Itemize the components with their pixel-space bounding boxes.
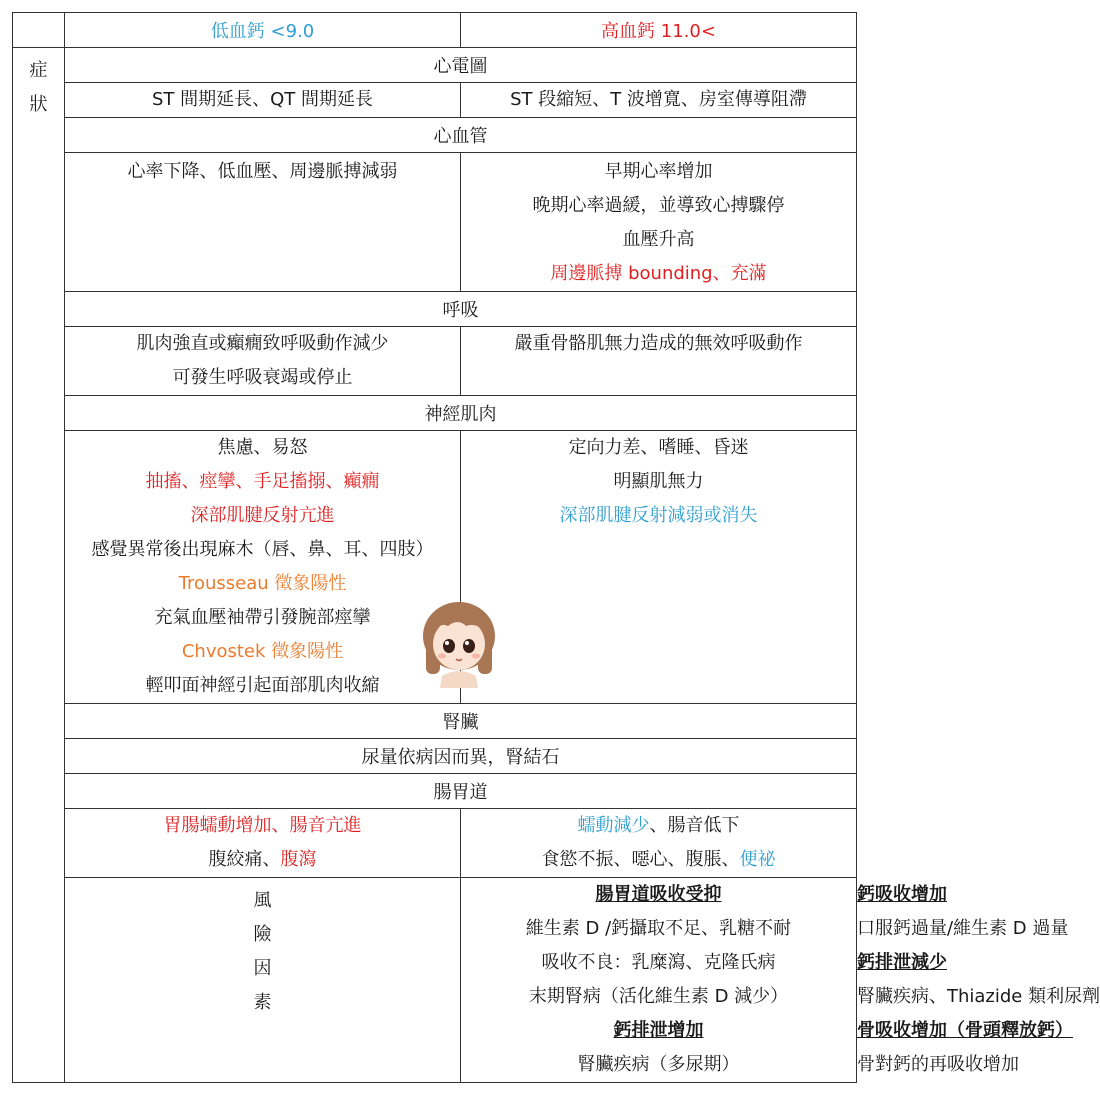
section-title-cardio: 心血管 (65, 118, 857, 153)
calcium-comparison-table: 低血鈣 <9.0 高血鈣 11.0< 症 狀 心電圖 ST 間期延長、QT 間期延長 ST 段縮短、T 波增寬、房室傳導阻滯 心血管 心率下降、低血壓、周邊脈搏減弱 早期心率增加 晚期心率過緩，並導致心搏驟停 血壓升高 周邊脈搏 bounding、充滿 呼吸 肌肉強直或癲癇致呼吸動作減少 可發生呼吸衰竭或停止 嚴重骨骼肌無力造成的無效呼吸動作 神經肌肉 焦慮、易怒 抽搐、痙攣、手足搐搦、癲癇 深部肌腱反射亢進 感覺異常後出現麻木（唇、鼻、耳、四肢） Trousseau 徵象陽性 充氣血壓袖帶引發腕部痙攣 Chvostek 徵象陽性 輕叩面神經引起面部肌肉收縮 定向力差、嗜睡、昏迷 明顯肌無力 深部肌腱反射減弱或消失 腎臟 尿量依病因而異，腎結石 腸胃道 胃腸蠕動增加、腸音亢進 腹絞痛、腹瀉 蠕動減少、腸音低下 食慾不振、噁心、腹脹、便祕 風 險 因 素 腸胃道吸收受抑 維生素 D /鈣攝取不足、乳糖不耐 吸收不良：乳糜瀉、克隆氏病 末期腎病（活化維生素 D 減少） 鈣排泄增加 腎臟疾病（多尿期） 鈣吸收增加 口服鈣過量/維生素 D 過量 鈣排泄減少 腎臟疾病、Thiazide 類利尿劑 骨吸收增加（骨頭釋放鈣） 骨對鈣的再吸收增加 (12, 12, 857, 1083)
gi-high: 蠕動減少、腸音低下 食慾不振、噁心、腹脹、便祕 (461, 809, 857, 878)
cardio-low: 心率下降、低血壓、周邊脈搏減弱 (65, 153, 461, 292)
renal-both: 尿量依病因而異，腎結石 (65, 739, 857, 774)
section-title-ecg: 心電圖 (65, 48, 857, 83)
section-title-neuro: 神經肌肉 (65, 396, 857, 431)
cardio-high: 早期心率增加 晚期心率過緩，並導致心搏驟停 血壓升高 周邊脈搏 bounding、充滿 (461, 153, 857, 292)
risk-low: 腸胃道吸收受抑 維生素 D /鈣攝取不足、乳糖不耐 吸收不良：乳糜瀉、克隆氏病 末期腎病（活化維生素 D 減少） 鈣排泄增加 腎臟疾病（多尿期） (461, 878, 857, 1083)
resp-low: 肌肉強直或癲癇致呼吸動作減少 可發生呼吸衰竭或停止 (65, 327, 461, 396)
neuro-low: 焦慮、易怒 抽搐、痙攣、手足搐搦、癲癇 深部肌腱反射亢進 感覺異常後出現麻木（唇、鼻、耳、四肢） Trousseau 徵象陽性 充氣血壓袖帶引發腕部痙攣 Chvostek 徵象陽性 輕叩面神經引起面部肌肉收縮 (65, 431, 461, 704)
corner-cell (13, 13, 65, 48)
header-low-calcium: 低血鈣 <9.0 (65, 13, 461, 48)
side-label-symptoms: 症 狀 (13, 48, 65, 1083)
ecg-low: ST 間期延長、QT 間期延長 (65, 83, 461, 118)
side-label-risk: 風 險 因 素 (65, 878, 461, 1083)
ecg-high: ST 段縮短、T 波增寬、房室傳導阻滯 (461, 83, 857, 118)
neuro-high: 定向力差、嗜睡、昏迷 明顯肌無力 深部肌腱反射減弱或消失 (461, 431, 857, 704)
header-high-calcium: 高血鈣 11.0< (461, 13, 857, 48)
gi-low: 胃腸蠕動增加、腸音亢進 腹絞痛、腹瀉 (65, 809, 461, 878)
section-title-resp: 呼吸 (65, 292, 857, 327)
section-title-gi: 腸胃道 (65, 774, 857, 809)
chibi-girl-icon (418, 596, 500, 688)
resp-high: 嚴重骨骼肌無力造成的無效呼吸動作 (461, 327, 857, 396)
section-title-renal: 腎臟 (65, 704, 857, 739)
